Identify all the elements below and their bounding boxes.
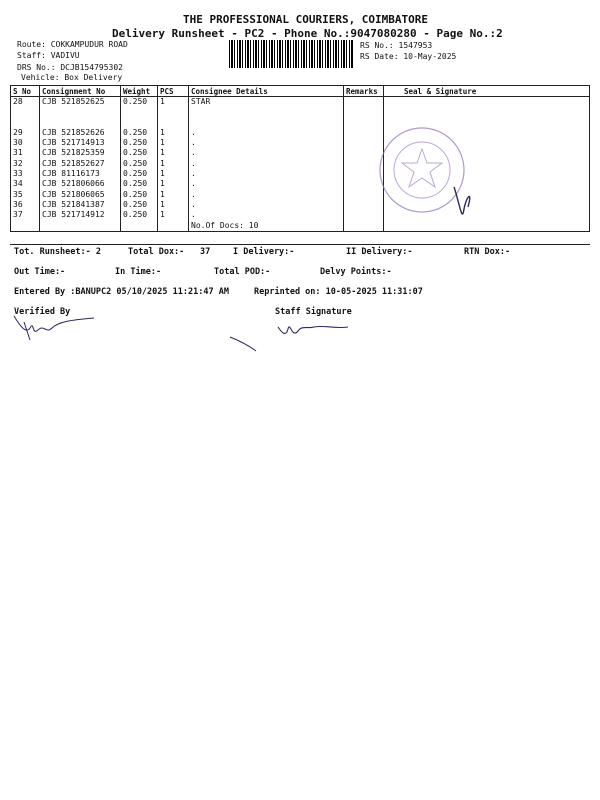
- cell-wt: 0.250: [121, 210, 158, 220]
- total-pod: Total POD:-: [214, 267, 271, 277]
- route-text: Route: COKKAMPUDUR ROAD: [17, 40, 128, 49]
- table-row: [11, 128, 590, 138]
- cell-sno: 35: [11, 190, 40, 200]
- cell-pcs: 1: [158, 148, 189, 158]
- total-dox-label: Total Dox:-: [128, 247, 185, 257]
- table-row: [11, 148, 590, 158]
- cell-pcs: 1: [158, 159, 189, 169]
- table-row: [11, 200, 590, 210]
- reprinted-on: Reprinted on: 10-05-2025 11:31:07: [254, 287, 423, 297]
- staff-signature: [228, 315, 358, 355]
- cell-pcs: [158, 107, 189, 117]
- cell-wt: 0.250: [121, 128, 158, 138]
- cell-details: .: [189, 200, 344, 210]
- cell-sno: 30: [11, 138, 40, 148]
- tot-runsheet: Tot. Runsheet:- 2: [14, 247, 101, 257]
- staff-text: Staff: VADIVU: [17, 51, 80, 60]
- cell-pcs: 1: [158, 190, 189, 200]
- cell-details: No.Of Docs: 10: [189, 221, 344, 232]
- cell-remarks: [344, 97, 384, 108]
- cell-details: STAR: [189, 97, 344, 108]
- cell-wt: 0.250: [121, 200, 158, 210]
- cell-wt: 0.250: [121, 169, 158, 179]
- cell-remarks: [344, 107, 384, 117]
- cell-pcs: 1: [158, 138, 189, 148]
- cell-details: .: [189, 138, 344, 148]
- cell-sno: 37: [11, 210, 40, 220]
- cell-details: .: [189, 148, 344, 158]
- cell-sno: 33: [11, 169, 40, 179]
- cell-pcs: [158, 221, 189, 232]
- cell-sno: 36: [11, 200, 40, 210]
- col-pcs: PCS: [158, 86, 189, 97]
- barcode: [229, 40, 353, 68]
- entered-by: Entered By :BANUPC2 05/10/2025 11:21:47 AM: [14, 287, 229, 297]
- cell-cno: CJB 521806066: [40, 179, 121, 189]
- cell-cno: [40, 107, 121, 117]
- i-delivery: I Delivery:-: [233, 247, 295, 257]
- rs-no-text: RS No.: 1547953: [360, 41, 433, 50]
- rs-date-text: RS Date: 10-May-2025: [360, 52, 457, 61]
- table-row: [11, 179, 590, 189]
- cell-details: [189, 118, 344, 128]
- cell-wt: [121, 107, 158, 117]
- col-consignment: Consignment No: [40, 86, 121, 97]
- verifier-signature: [10, 310, 110, 345]
- table-row: [11, 221, 590, 232]
- cell-wt: 0.250: [121, 148, 158, 158]
- delvy-points: Delvy Points:-: [320, 267, 392, 277]
- cell-wt: [121, 221, 158, 232]
- vehicle-text: Vehicle: Box Delivery: [21, 73, 123, 82]
- cell-details: .: [189, 159, 344, 169]
- table-row: [11, 97, 590, 108]
- cell-details: .: [189, 128, 344, 138]
- cell-cno: [40, 221, 121, 232]
- cell-cno: CJB 521852625: [40, 97, 121, 108]
- cell-sno: 31: [11, 148, 40, 158]
- cell-cno: CJB 521806065: [40, 190, 121, 200]
- cell-details: [189, 107, 344, 117]
- cell-cno: CJB 521714912: [40, 210, 121, 220]
- cell-details: .: [189, 179, 344, 189]
- table-header-row: [11, 86, 590, 97]
- cell-sno: [11, 107, 40, 117]
- company-title: THE PROFESSIONAL COURIERS, COIMBATORE: [183, 13, 429, 26]
- cell-cno: CJB 521714913: [40, 138, 121, 148]
- runsheet-table: [10, 85, 590, 232]
- cell-sno: [11, 118, 40, 128]
- col-weight: Weight: [121, 86, 158, 97]
- total-dox-value: 37: [200, 247, 211, 257]
- cell-details: .: [189, 210, 344, 220]
- cell-pcs: 1: [158, 97, 189, 108]
- table-row: [11, 159, 590, 169]
- cell-sno: 32: [11, 159, 40, 169]
- rtn-dox: RTN Dox:-: [464, 247, 511, 257]
- out-time: Out Time:-: [14, 267, 66, 277]
- cell-cno: CJB 521825359: [40, 148, 121, 158]
- cell-wt: 0.250: [121, 179, 158, 189]
- staff-signature-label: Staff Signature: [275, 307, 352, 317]
- cell-pcs: 1: [158, 210, 189, 220]
- cell-cno: CJB 521852627: [40, 159, 121, 169]
- cell-details: .: [189, 169, 344, 179]
- table-row: [11, 210, 590, 220]
- cell-sno: 34: [11, 179, 40, 189]
- drs-text: DRS No.: DCJB154795302: [17, 63, 123, 72]
- in-time: In Time:-: [115, 267, 162, 277]
- cell-cno: CJB 81116173: [40, 169, 121, 179]
- cell-pcs: 1: [158, 200, 189, 210]
- table-row: [11, 107, 590, 117]
- col-sno: S No: [11, 86, 40, 97]
- cell-seal: [384, 97, 590, 108]
- table-row: [11, 138, 590, 148]
- cell-details: .: [189, 190, 344, 200]
- seal-stamp: [376, 127, 476, 227]
- col-seal: Seal & Signature: [384, 86, 590, 97]
- cell-wt: 0.250: [121, 190, 158, 200]
- cell-pcs: 1: [158, 169, 189, 179]
- verified-by-label: Verified By: [14, 307, 71, 317]
- table-row: [11, 118, 590, 128]
- col-remarks: Remarks: [344, 86, 384, 97]
- runsheet-subtitle: Delivery Runsheet - PC2 - Phone No.:9047080280 - Page No.:2: [112, 27, 503, 40]
- cell-cno: [40, 118, 121, 128]
- cell-wt: 0.250: [121, 138, 158, 148]
- cell-wt: 0.250: [121, 97, 158, 108]
- cell-sno: 29: [11, 128, 40, 138]
- table-row: [11, 190, 590, 200]
- cell-wt: [121, 118, 158, 128]
- cell-sno: 28: [11, 97, 40, 108]
- cell-cno: CJB 521852626: [40, 128, 121, 138]
- cell-pcs: 1: [158, 128, 189, 138]
- ii-delivery: II Delivery:-: [346, 247, 413, 257]
- col-consignee: Consignee Details: [189, 86, 344, 97]
- cell-cno: CJB 521841387: [40, 200, 121, 210]
- cell-sno: [11, 221, 40, 232]
- table-row: [11, 169, 590, 179]
- cell-pcs: 1: [158, 179, 189, 189]
- cell-wt: 0.250: [121, 159, 158, 169]
- cell-pcs: [158, 118, 189, 128]
- cell-seal: [384, 107, 590, 117]
